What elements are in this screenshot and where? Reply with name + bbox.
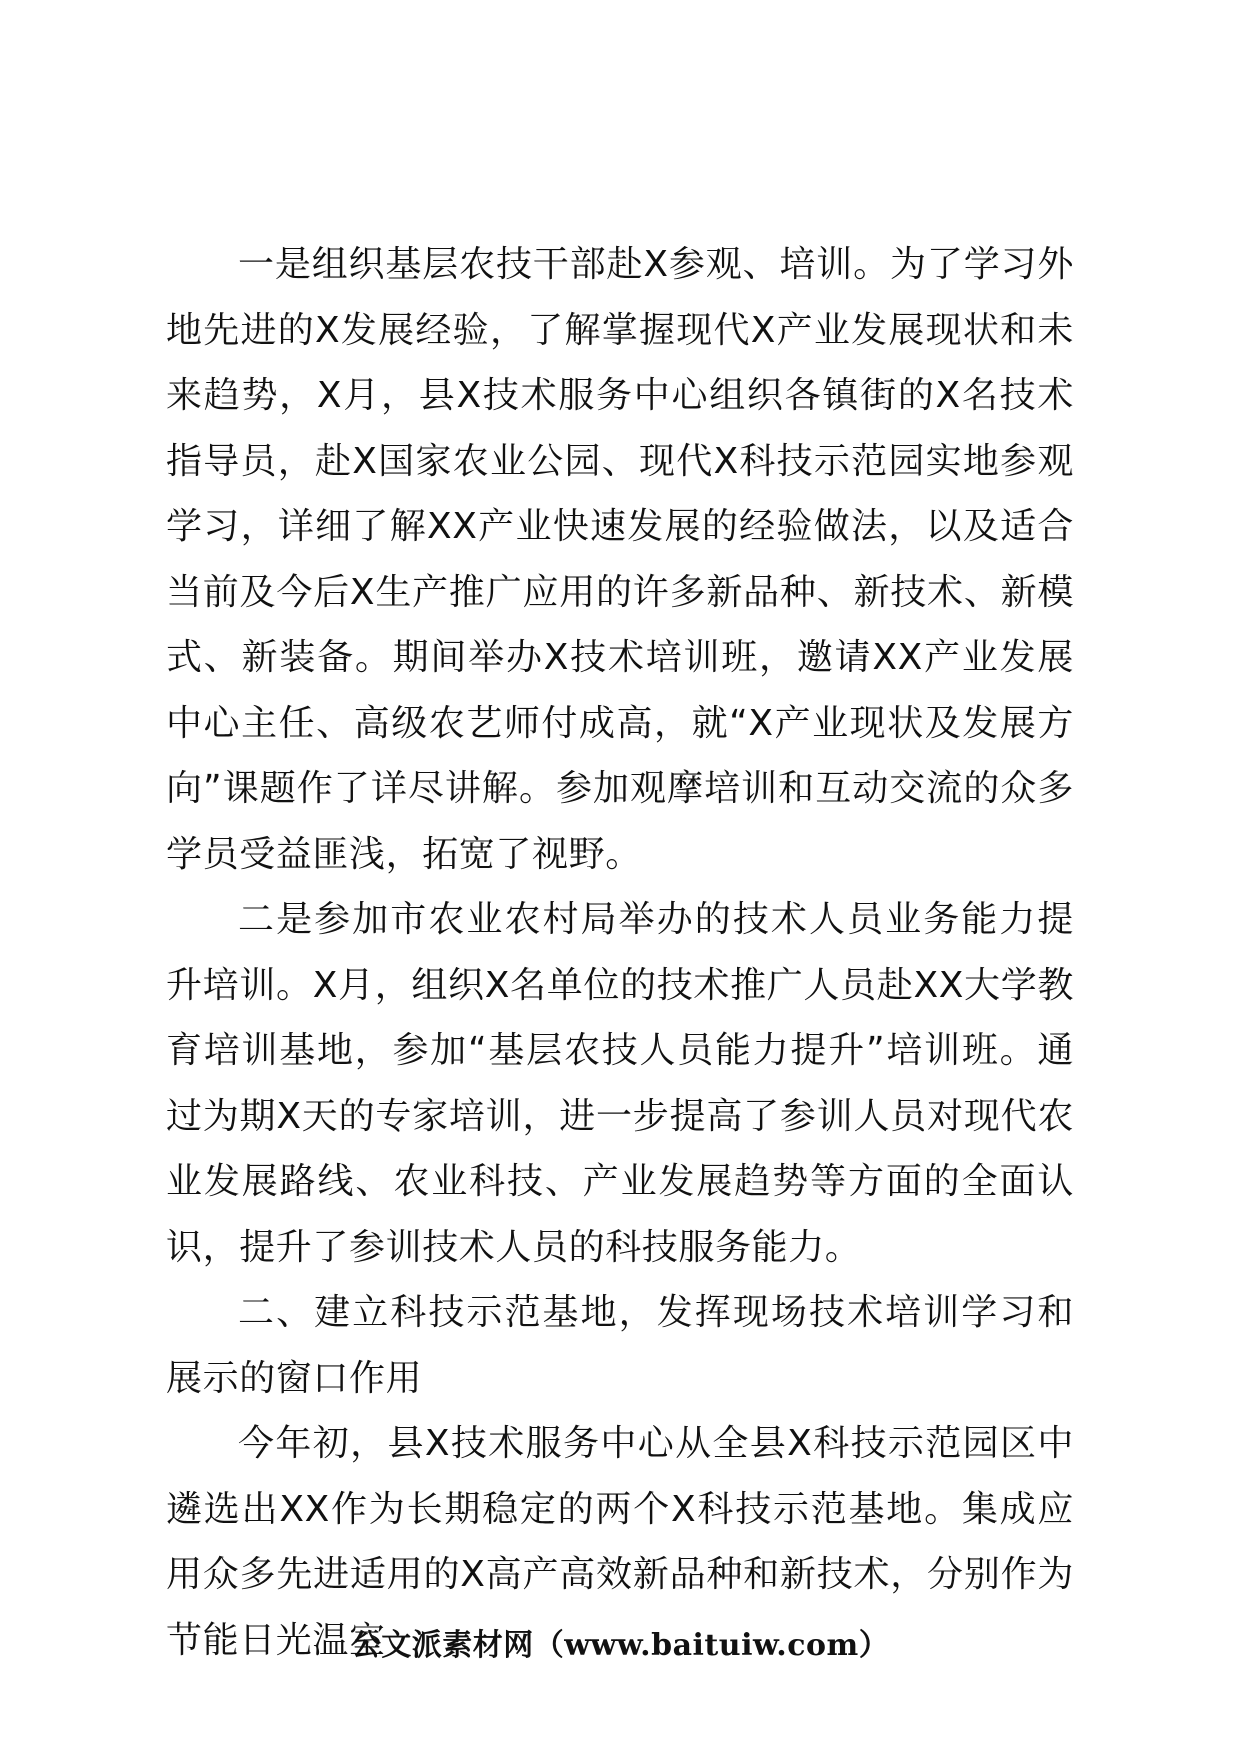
paragraph-demo-base: 今年初，县X技术服务中心从全县X科技示范园区中遴选出XX作为长期稳定的两个X科技示范基地。集成应用众多先进适用的X高产高效新品种和新技术，分别作为节能日光温室 (166, 1423, 1074, 1661)
footer-watermark: 公文派素材网（www.baituiw.com） (350, 1628, 890, 1663)
section-heading-demo-base: 二、建立科技示范基地，发挥现场技术培训学习和展示的窗口作用 (166, 1292, 1074, 1399)
paragraph-capacity-training: 二是参加市农业农村局举办的技术人员业务能力提升培训。X月，组织X名单位的技术推广人员赴XX大学教育培训基地，参加“基层农技人员能力提升”培训班。通过为期X天的专家培训，进一步提高了参训人员对现代农业发展路线、农业科技、产业发展趋势等方面的全面认识，提升了参训技术人员的科技服务能力。 (166, 899, 1074, 1268)
document-body (166, 232, 1074, 1673)
paragraph-training-tour: 一是组织基层农技干部赴X参观、培训。为了学习外地先进的X发展经验，了解掌握现代X产业发展现状和未来趋势，X月，县X技术服务中心组织各镇街的X名技术指导员，赴X国家农业公园、现代X科技示范园实地参观学习，详细了解XX产业快速发展的经验做法，以及适合当前及今后X生产推广应用的许多新品种、新技术、新模式、新装备。期间举办X技术培训班，邀请XX产业发展中心主任、高级农艺师付成高，就“X产业现状及发展方向”课题作了详尽讲解。参加观摩培训和互动交流的众多学员受益匪浅，拓宽了视野。 (166, 244, 1074, 875)
